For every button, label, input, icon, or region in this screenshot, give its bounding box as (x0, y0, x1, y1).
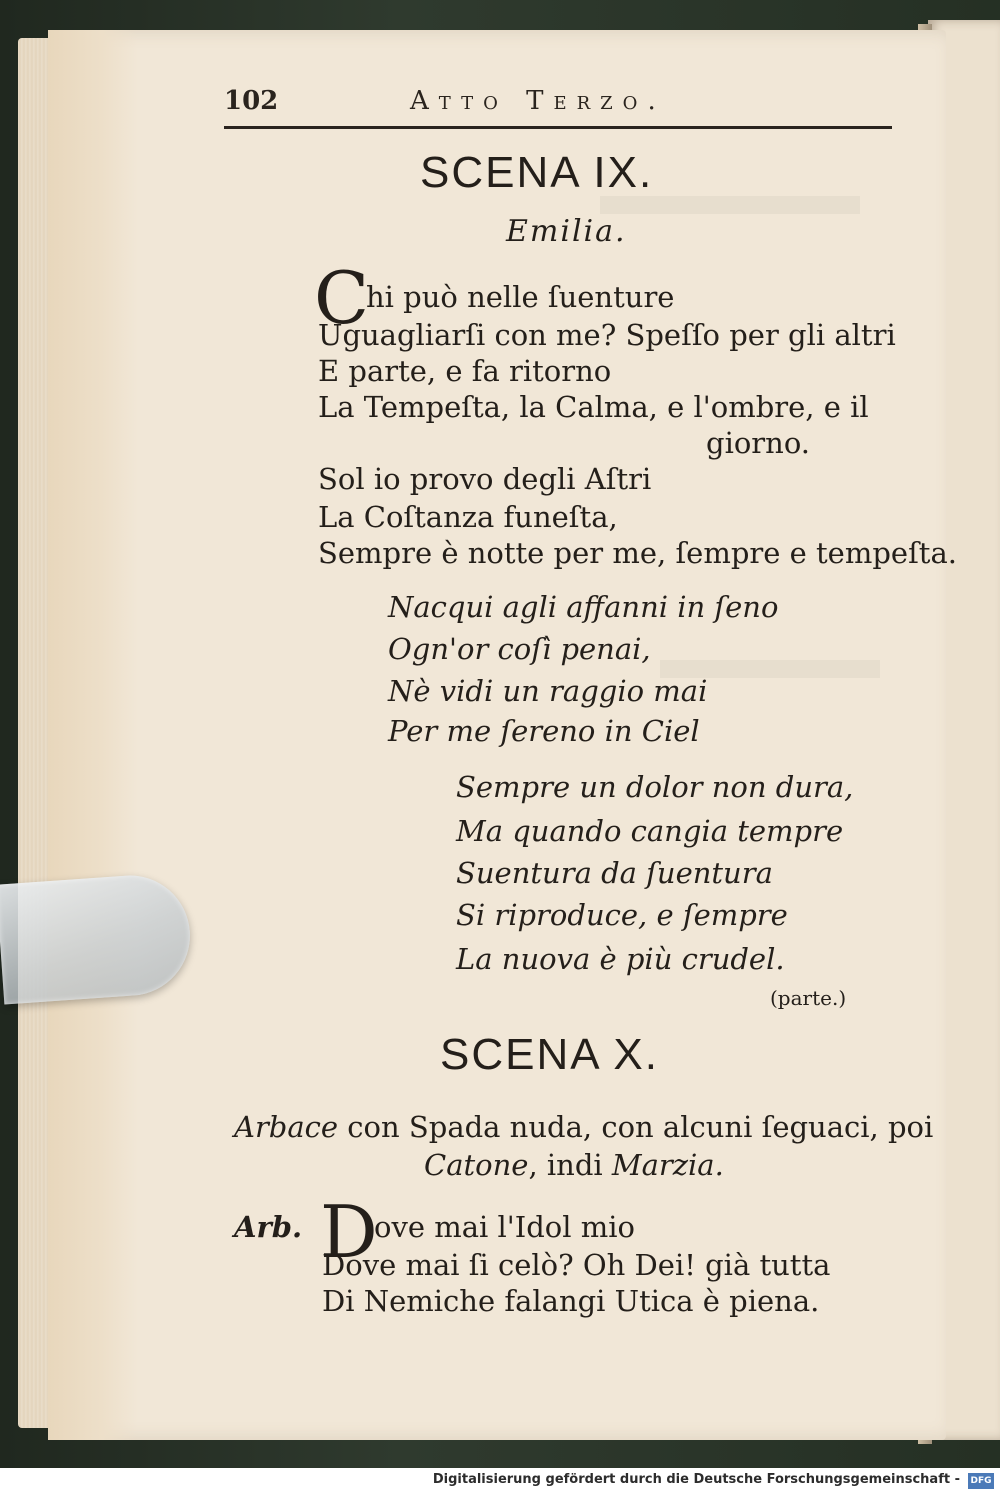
aria-line: Ma quando cangia tempre (456, 814, 844, 848)
verse-line: Dove mai ſi celò? Oh Dei! già tutta (322, 1248, 831, 1282)
verse-line: La Tempeſta, la Calma, e l'ombre, e il (318, 390, 869, 424)
aria-line: Suentura da ſuentura (456, 856, 773, 890)
dfg-logo: DFG (968, 1473, 994, 1489)
heading-text: con Spada nuda, con alcuni ſeguaci, poi (338, 1110, 934, 1144)
character-name: Catone (424, 1148, 529, 1182)
verse-line: ove mai l'Idol mio (374, 1210, 635, 1244)
aria-line: Si riproduce, e ſempre (456, 898, 788, 932)
heading-text: , indi (528, 1148, 612, 1182)
character-name: Emilia. (506, 214, 627, 249)
verse-line: Uguagliarſi con me? Speſſo per gli altri (318, 318, 896, 352)
aria-line: Per me ſereno in Ciel (388, 714, 700, 748)
page-inner-shadow (48, 30, 138, 1440)
aria-line: Ogn'or coſì penai, (388, 632, 651, 666)
page-header (224, 82, 894, 122)
scene-heading (234, 1110, 933, 1144)
running-title: Atto Terzo. (410, 86, 666, 116)
verse-line: Di Nemiche falangi Utica è piena. (322, 1284, 820, 1318)
verse-line: La Coſtanza funeſta, (318, 500, 618, 534)
drop-cap: D (320, 1190, 378, 1274)
funding-credit: Digitalisierung gefördert durch die Deutsche Forschungsgemeinschaft - (432, 1472, 960, 1487)
verse-line: Sol io provo degli Aſtri (318, 462, 652, 496)
scene-title: SCENA IX. (420, 148, 654, 197)
aria-line: Sempre un dolor non dura, (456, 770, 854, 804)
verse-line: hi può nelle ſuenture (366, 280, 675, 314)
aria-line: La nuova è più crudel. (456, 942, 785, 976)
page-number: 102 (224, 86, 279, 116)
speaker-name: Arb. (234, 1210, 303, 1244)
header-rule (224, 126, 892, 129)
character-name: Arbace (234, 1110, 339, 1144)
aria-line: Nacqui agli affanni in ſeno (388, 590, 779, 624)
scene-title: SCENA X. (440, 1030, 659, 1079)
verse-line: Sempre è notte per me, ſempre e tempeſta. (318, 536, 957, 570)
verse-line: giorno. (706, 426, 811, 460)
digitization-footer (0, 1468, 1000, 1494)
bleed-through-mark (600, 196, 860, 214)
scene-heading (424, 1148, 724, 1182)
drop-cap: C (314, 256, 370, 340)
character-name: Marzia. (611, 1148, 724, 1182)
verse-line: E parte, e fa ritorno (318, 354, 612, 388)
stage-direction: (parte.) (770, 986, 847, 1010)
aria-line: Nè vidi un raggio mai (388, 674, 708, 708)
